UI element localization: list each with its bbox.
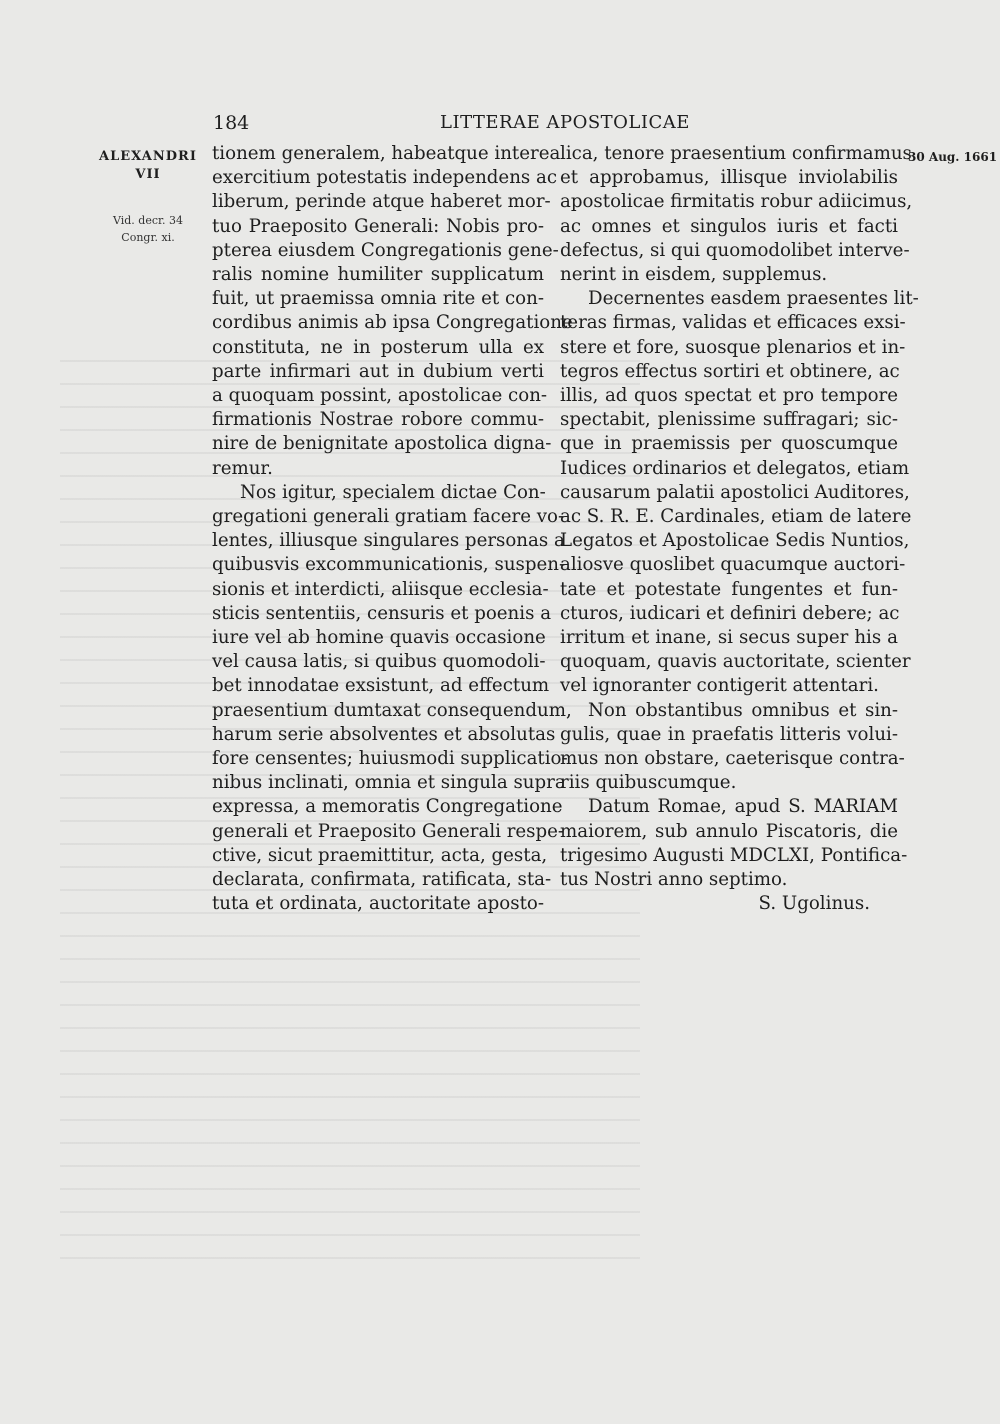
text-line: sticis sententiis, censuris et poenis a xyxy=(212,602,552,624)
text-line: tionem generalem, habeatque interea xyxy=(212,143,561,164)
text-line: maiorem, sub annulo Piscatoris, die xyxy=(560,820,898,842)
text-line: generali et Praeposito Generali respe- xyxy=(212,820,565,842)
text-line: a quoquam possint, apostolicae con- xyxy=(212,385,548,407)
text-line: stere et fore, suosque plenarios et in- xyxy=(560,336,906,358)
margin-date: 30 Aug. 1661 xyxy=(908,150,998,164)
text-line: aliosve quoslibet quacumque auctori- xyxy=(560,554,906,576)
text-line: fore censentes; huiusmodi supplicatio- xyxy=(212,748,568,770)
text-line: parte infirmari aut in dubium verti xyxy=(212,360,544,382)
text-line: mus non obstare, caeterisque contra- xyxy=(560,748,905,770)
page-number: 184 xyxy=(213,112,250,134)
text-line: spectabit, plenissime suffragari; sic- xyxy=(560,409,898,431)
text-line: vel causa latis, si quibus quomodoli- xyxy=(212,651,546,673)
text-line: riis quibuscumque. xyxy=(560,772,737,794)
text-line: irritum et inane, si secus super his a xyxy=(560,627,898,649)
text-line: trigesimo Augusti MDCLXI, Pontifica- xyxy=(560,844,908,866)
text-line: illis, ad quos spectat et pro tempore xyxy=(560,385,898,407)
text-line: ralis nomine humiliter supplicatum xyxy=(212,264,544,286)
text-line: declarata, confirmata, ratificata, sta- xyxy=(212,869,552,891)
text-line: nibus inclinati, omnia et singula supra xyxy=(212,772,566,794)
text-line: expressa, a memoratis Congregatione xyxy=(212,796,563,818)
text-line: causarum palatii apostolici Auditores, xyxy=(560,481,910,503)
text-line: defectus, si qui quomodolibet interve- xyxy=(560,239,910,261)
text-line: praesentium dumtaxat consequendum, xyxy=(212,699,572,721)
text-line: Nos igitur, specialem dictae Con- xyxy=(240,481,546,503)
margin-reference-note xyxy=(98,212,198,246)
text-line: gulis, quae in praefatis litteris volui- xyxy=(560,723,898,745)
text-line: tus Nostri anno septimo. xyxy=(560,869,788,891)
margin-note-line: Vid. decr. 34 xyxy=(112,214,184,227)
text-line: cturos, iudicari et definiri debere; ac xyxy=(560,602,900,624)
text-line: tuo Praeposito Generali: Nobis pro- xyxy=(212,215,544,237)
text-line: S. Ugolinus. xyxy=(758,893,870,915)
text-line: firmationis Nostrae robore commu- xyxy=(212,409,544,431)
margin-name-line: VII xyxy=(135,167,161,182)
text-line: cordibus animis ab ipsa Congregatione xyxy=(212,312,573,334)
text-line: tuta et ordinata, auctoritate aposto- xyxy=(212,893,544,915)
text-line: quibusvis excommunicationis, suspen- xyxy=(212,554,566,576)
margin-note-line: Congr. xi. xyxy=(121,231,175,244)
text-line: Non obstantibus omnibus et sin- xyxy=(588,699,898,721)
text-line: lentes, illiusque singulares personas a xyxy=(212,530,565,552)
text-line: lica, tenore praesentium confirmamus xyxy=(560,143,912,164)
text-line: liberum, perinde atque haberet mor- xyxy=(212,191,551,213)
text-line: tate et potestate fungentes et fun- xyxy=(560,578,898,600)
text-line: ac omnes et singulos iuris et facti xyxy=(560,215,898,237)
text-line: que in praemissis per quoscumque xyxy=(560,433,898,455)
text-line: teras firmas, validas et efficaces exsi- xyxy=(560,312,906,334)
text-line: harum serie absolventes et absolutas xyxy=(212,723,556,745)
text-line: ctive, sicut praemittitur, acta, gesta, xyxy=(212,844,548,866)
text-line: gregationi generali gratiam facere vo- xyxy=(212,506,565,528)
text-line: fuit, ut praemissa omnia rite et con- xyxy=(212,288,544,310)
text-line: remur. xyxy=(212,457,273,479)
text-line: nerint in eisdem, supplemus. xyxy=(560,264,828,286)
text-line: sionis et interdicti, aliisque ecclesia- xyxy=(212,578,549,600)
text-line: constituta, ne in posterum ulla ex xyxy=(212,336,544,358)
text-line: exercitium potestatis independens ac xyxy=(212,167,558,189)
running-title: LITTERAE APOSTOLICAE xyxy=(440,112,690,133)
text-line: pterea eiusdem Congregationis gene- xyxy=(212,239,559,261)
text-line: Datum Romae, apud S. MARIAM xyxy=(588,796,898,818)
left-text-column xyxy=(212,142,573,917)
text-line: Decernentes easdem praesentes lit- xyxy=(588,288,919,310)
text-line: et approbamus, illisque inviolabilis xyxy=(560,167,898,189)
text-line: ac S. R. E. Cardinales, etiam de latere xyxy=(560,506,912,528)
text-line: Legatos et Apostolicae Sedis Nuntios, xyxy=(560,530,910,552)
text-line: tegros effectus sortiri et obtinere, ac xyxy=(560,360,900,382)
text-line: nire de benignitate apostolica digna- xyxy=(212,433,552,455)
text-line: bet innodatae exsistunt, ad effectum xyxy=(212,675,550,697)
text-line: iure vel ab homine quavis occasione xyxy=(212,627,546,649)
text-line: apostolicae firmitatis robur adiicimus, xyxy=(560,191,913,213)
margin-pope-name xyxy=(98,148,198,184)
text-line: quoquam, quavis auctoritate, scienter xyxy=(560,651,911,673)
margin-name-line: ALEXANDRI xyxy=(99,149,197,164)
text-line: Iudices ordinarios et delegatos, etiam xyxy=(560,457,910,479)
right-text-column xyxy=(560,142,919,917)
text-line: vel ignoranter contigerit attentari. xyxy=(560,675,879,697)
